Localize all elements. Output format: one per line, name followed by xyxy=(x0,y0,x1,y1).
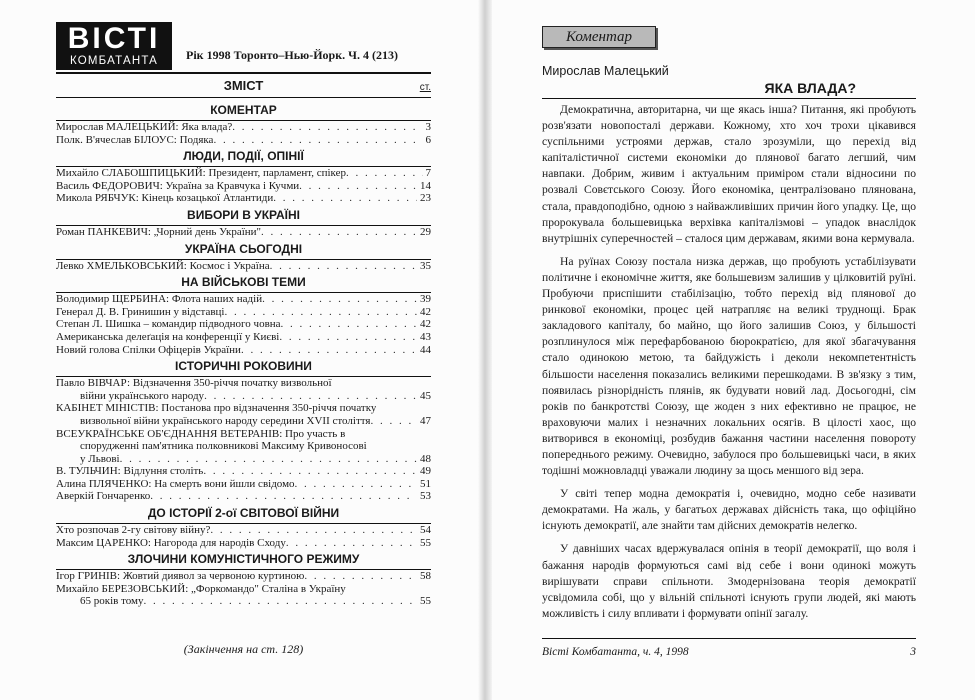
toc-entry-page: 6 xyxy=(425,133,431,146)
toc-section xyxy=(56,207,431,239)
toc-leader-dots xyxy=(370,415,417,428)
toc-entry-continuation-line xyxy=(56,453,431,466)
toc-entry-page: 48 xyxy=(420,452,431,465)
toc-section-title: ДО ІСТОРІЇ 2-ої СВІТОВОЇ ВІЙНИ xyxy=(147,506,340,521)
toc-section-title: ЛЮДИ, ПОДІЇ, ОПІНІЇ xyxy=(183,149,304,164)
toc-entry-page: 44 xyxy=(420,343,431,356)
toc-entry-title: ВСЕУКРАЇНСЬКЕ ОБ'ЄДНАННЯ ВЕТЕРАНІВ: Про участь в xyxy=(56,427,346,440)
toc-entry-title: Степан Л. Шишка – командир підводного човна xyxy=(56,318,281,331)
footer-rule xyxy=(542,638,916,639)
toc-entry-page: 45 xyxy=(420,389,431,402)
toc-entry-title: В. ТУЛЬЧИН: Відлуння століть xyxy=(56,465,204,478)
toc-leader-dots xyxy=(210,524,417,537)
toc-entry xyxy=(56,180,431,193)
toc-entry-page: 14 xyxy=(420,179,431,192)
toc-entry-title: Аверкій Гончаренко xyxy=(56,490,151,503)
toc-section-title: ЗЛОЧИНИ КОМУНІСТИЧНОГО РЕЖИМУ xyxy=(127,552,360,567)
toc-entry-page: 55 xyxy=(420,536,431,549)
toc-entry-continuation: визвольної війни українського народу середини XVII століття xyxy=(80,414,371,427)
toc-entry-title: Алина ПЛЯЧЕНКО: На смерть вони йшли свідомо xyxy=(56,477,295,490)
toc-entry-title: Володимир ЩЕРБИНА: Флота наших надій xyxy=(56,293,263,306)
toc-entry-title: Американська делеґація на конференції у Києві xyxy=(56,330,280,343)
table-of-contents xyxy=(56,100,431,608)
toc-entry-page: 23 xyxy=(420,192,431,205)
issue-line: Рік 1998 Торонто–Нью-Йорк. Ч. 4 (213) xyxy=(186,48,398,62)
toc-leader-dots xyxy=(295,478,417,491)
article-title: ЯКА ВЛАДА? xyxy=(764,80,856,96)
toc-entry-page: 55 xyxy=(420,595,431,608)
toc-leader-dots xyxy=(120,453,417,466)
toc-heading: ЗМІСТ xyxy=(223,78,264,93)
article-page xyxy=(538,22,916,672)
toc-leader-dots xyxy=(304,570,417,583)
toc-entry xyxy=(56,490,431,503)
toc-entry xyxy=(56,331,431,344)
toc-entry xyxy=(56,167,431,180)
toc-entry-title: Левко ХМЕЛЬКОВСЬКИЙ: Космос і Україна xyxy=(56,259,270,272)
article-title-rule xyxy=(542,98,916,99)
toc-entry-page: 29 xyxy=(420,225,431,238)
article-author: Мирослав Малецький xyxy=(542,64,669,78)
toc-section-title: ВИБОРИ В УКРАЇНІ xyxy=(187,207,300,222)
toc-entry-title: Михайло БЕРЕЗОВСЬКИЙ: „Форкомандо" Сталіна в Україну xyxy=(56,582,346,595)
toc-entry xyxy=(56,377,431,390)
toc-entry xyxy=(56,306,431,319)
toc-leader-dots xyxy=(204,390,417,403)
toc-entry-continuation: у Львові xyxy=(80,452,120,465)
masthead-logo xyxy=(56,22,172,70)
toc-leader-dots xyxy=(270,260,417,273)
article-body xyxy=(542,102,916,629)
toc-entry-title: Хто розпочав 2-гу світову війну? xyxy=(56,524,211,537)
toc-entry-page: 35 xyxy=(420,259,431,272)
toc-leader-dots xyxy=(299,180,417,193)
masthead-rule xyxy=(56,72,431,74)
toc-entry-continuation-line xyxy=(56,415,431,428)
toc-entry-title: КАБІНЕТ МІНІСТІВ: Постанова про відзначення 350-річчя початку xyxy=(56,402,377,415)
toc-entry xyxy=(56,121,431,134)
toc-entry xyxy=(56,583,431,596)
article-paragraph: У давніших часах вдержувалася опінія в теорії демократії, що воля і бажання народів формуються самі від себе і вони одинокі можуть вирішувати справи спільноти. Змодернізована теорія демократії усвідомила собі, що у вільній спільноті існують групи людей, які мають можливість і силу впливати і формувати опінії загалу. xyxy=(542,542,916,620)
toc-header xyxy=(56,78,431,98)
toc-entry-title: Новий голова Спілки Офіцерів України xyxy=(56,343,241,356)
toc-entry-title: Полк. В'ячеслав БІЛОУС: Подяка xyxy=(56,133,214,146)
toc-entry xyxy=(56,226,431,239)
toc-leader-dots xyxy=(144,595,417,608)
toc-entry-continuation-line xyxy=(56,595,431,608)
contents-page xyxy=(56,22,431,672)
toc-entry-page: 7 xyxy=(425,167,431,180)
toc-continuation-note: (Закінчення на ст. 128) xyxy=(183,642,304,656)
toc-entry-page: 58 xyxy=(420,570,431,583)
logo-title: ВІСТІ xyxy=(67,22,161,55)
toc-section xyxy=(56,274,431,356)
toc-section xyxy=(56,551,431,608)
toc-leader-dots xyxy=(203,465,417,478)
article-paragraph: У світі тепер модна демократія і, очевидно, модно себе називати демократами. На жаль, у багатьох державах дійсність така, що офіційно існують демократії, але знайти там дійсних демократів нелегко. xyxy=(542,487,916,533)
toc-entry-page: 43 xyxy=(420,330,431,343)
toc-entry xyxy=(56,402,431,415)
toc-leader-dots xyxy=(279,331,417,344)
toc-entry-continuation: війни українського народу xyxy=(80,389,205,402)
toc-entry xyxy=(56,134,431,147)
toc-leader-dots xyxy=(225,306,418,319)
toc-entry-title: Василь ФЕДОРОВИЧ: Україна за Кравчука і Кучми xyxy=(56,179,300,192)
toc-entry-title: Генерал Д. В. Гринишин у відставці xyxy=(56,305,225,318)
toc-leader-dots xyxy=(346,167,423,180)
toc-entry-title: Роман ПАНКЕВИЧ: „Чорний день України" xyxy=(56,225,262,238)
toc-entry xyxy=(56,465,431,478)
toc-leader-dots xyxy=(241,344,417,357)
toc-header-rule xyxy=(56,97,431,98)
page-number: 3 xyxy=(910,646,916,658)
toc-entry-page: 51 xyxy=(420,477,431,490)
toc-entry xyxy=(56,570,431,583)
toc-entry-page: 3 xyxy=(425,121,431,133)
toc-entry xyxy=(56,478,431,491)
toc-entry-page: 47 xyxy=(420,414,431,427)
toc-section-title: УКРАЇНА СЬОГОДНІ xyxy=(184,241,303,256)
toc-section xyxy=(56,505,431,549)
toc-entry-page: 39 xyxy=(420,293,431,306)
toc-leader-dots xyxy=(232,121,422,134)
article-paragraph: Демократична, авторитарна, чи ще якась інша? Питання, які пробують розв'язати новопосталі держави. Кожному, хто хоч трохи цікавився суспільними устроями держав, стало зрозуміли, що перехід від капіталістичної системи економіки до плянової багато легший, чим навпаки. Добрим, живим і актуальним приміром стали відносини по розвалі Совєтського Союзу. Його економіка, централізовано плянована, стала, правдоподібно, одною з найважливіших причин його упадку. Це, що пророкувала большевицька верхівка капіталізмові – упадок внаслідок внутрішніх суперечностей – сталося цим державам, якими вона кермувала. xyxy=(542,103,916,245)
toc-section xyxy=(56,358,431,503)
toc-leader-dots xyxy=(262,293,417,306)
toc-entry-page: 53 xyxy=(420,490,431,503)
toc-leader-dots xyxy=(273,192,417,205)
toc-entry-title: Мирослав МАЛЕЦЬКИЙ: Яка влада? xyxy=(56,121,233,133)
toc-entry xyxy=(56,344,431,357)
toc-entry-continuation-line xyxy=(56,390,431,403)
masthead xyxy=(56,22,431,76)
logo-subtitle: КОМБАТАНТА xyxy=(69,55,159,67)
toc-leader-dots xyxy=(213,134,422,147)
toc-entry-continuation: 65 років тому xyxy=(80,595,144,608)
toc-leader-dots xyxy=(261,226,417,239)
toc-entry xyxy=(56,192,431,205)
toc-entry-page: 49 xyxy=(420,465,431,478)
toc-entry-title: Михайло СЛАБОШПИЦЬКИЙ: Президент, парламент, спікер xyxy=(56,167,346,180)
toc-leader-dots xyxy=(281,318,417,331)
toc-entry xyxy=(56,293,431,306)
toc-section-title: ІСТОРИЧНІ РОКОВИНИ xyxy=(175,359,312,374)
toc-entry xyxy=(56,537,431,550)
toc-section-title: КОМЕНТАР xyxy=(210,103,277,117)
toc-entry-title: Павло ВІВЧАР: Відзначення 350-річчя початку визвольної xyxy=(56,377,332,390)
toc-entry-title: Ігор ГРИНІВ: Жовтий диявол за червоною куртиною xyxy=(56,570,305,583)
toc-entry-title: Микола РЯБЧУК: Кінець козацької Атлантиди xyxy=(56,192,274,205)
toc-entry xyxy=(56,524,431,537)
toc-entry xyxy=(56,428,431,441)
toc-section xyxy=(56,148,431,205)
toc-entry-page: 54 xyxy=(420,524,431,537)
page-column-label: ст. xyxy=(419,82,431,93)
toc-entry xyxy=(56,318,431,331)
footer-publication: Вісті Комбатанта, ч. 4, 1998 xyxy=(542,646,689,658)
toc-leader-dots xyxy=(286,537,417,550)
toc-entry xyxy=(56,260,431,273)
rubric-label: Коментар xyxy=(542,26,656,48)
toc-leader-dots xyxy=(150,490,417,503)
toc-entry-page: 42 xyxy=(420,305,431,318)
page-gutter xyxy=(478,0,492,700)
toc-entry-title: Максим ЦАРЕНКО: Нагорода для народів Сходу xyxy=(56,536,286,549)
toc-entry-page: 42 xyxy=(420,318,431,331)
toc-entry-continuation: спорудженні пам'ятника полковникові Максиму Кривоносові xyxy=(80,440,367,453)
toc-section xyxy=(56,102,431,146)
toc-section xyxy=(56,241,431,273)
article-paragraph: На руїнах Союзу постала низка держав, що пробують устабілізувати політичне і економічне життя, яке большевизм залишив у цілковитій руїні. Пробуючи приспішити стабілізацію, тобто перехід від плянової до ринкової економіки, процес цей натрапляє на великі труднощі. Брак закладового капіталу, бо майно, що його залишив Союз, у більшості розплинулося між перефарбованою бюрократією, для якої збагачування стало одинокою метою, та байдужість і деколи некомпетентність більшости населення показались великими перешкодами. В зв'язку з тим, появилась різнорідність плянів, як будувати новий лад. Досьогодні, сім років по банкротстві Союзу, ще жоден з них ефективно не працює, не враховуючи малих і незначних локальних осягів. В цілості хаос, що витворився в економіці, розбудив бажання частини населення повороту попереднього режиму. Очевидно, забулося про большевицькі часи, в яких тодішні можновладці уважали людину за щось меншого від зера. xyxy=(542,254,916,478)
toc-section-title: НА ВІЙСЬКОВІ ТЕМИ xyxy=(181,275,306,290)
